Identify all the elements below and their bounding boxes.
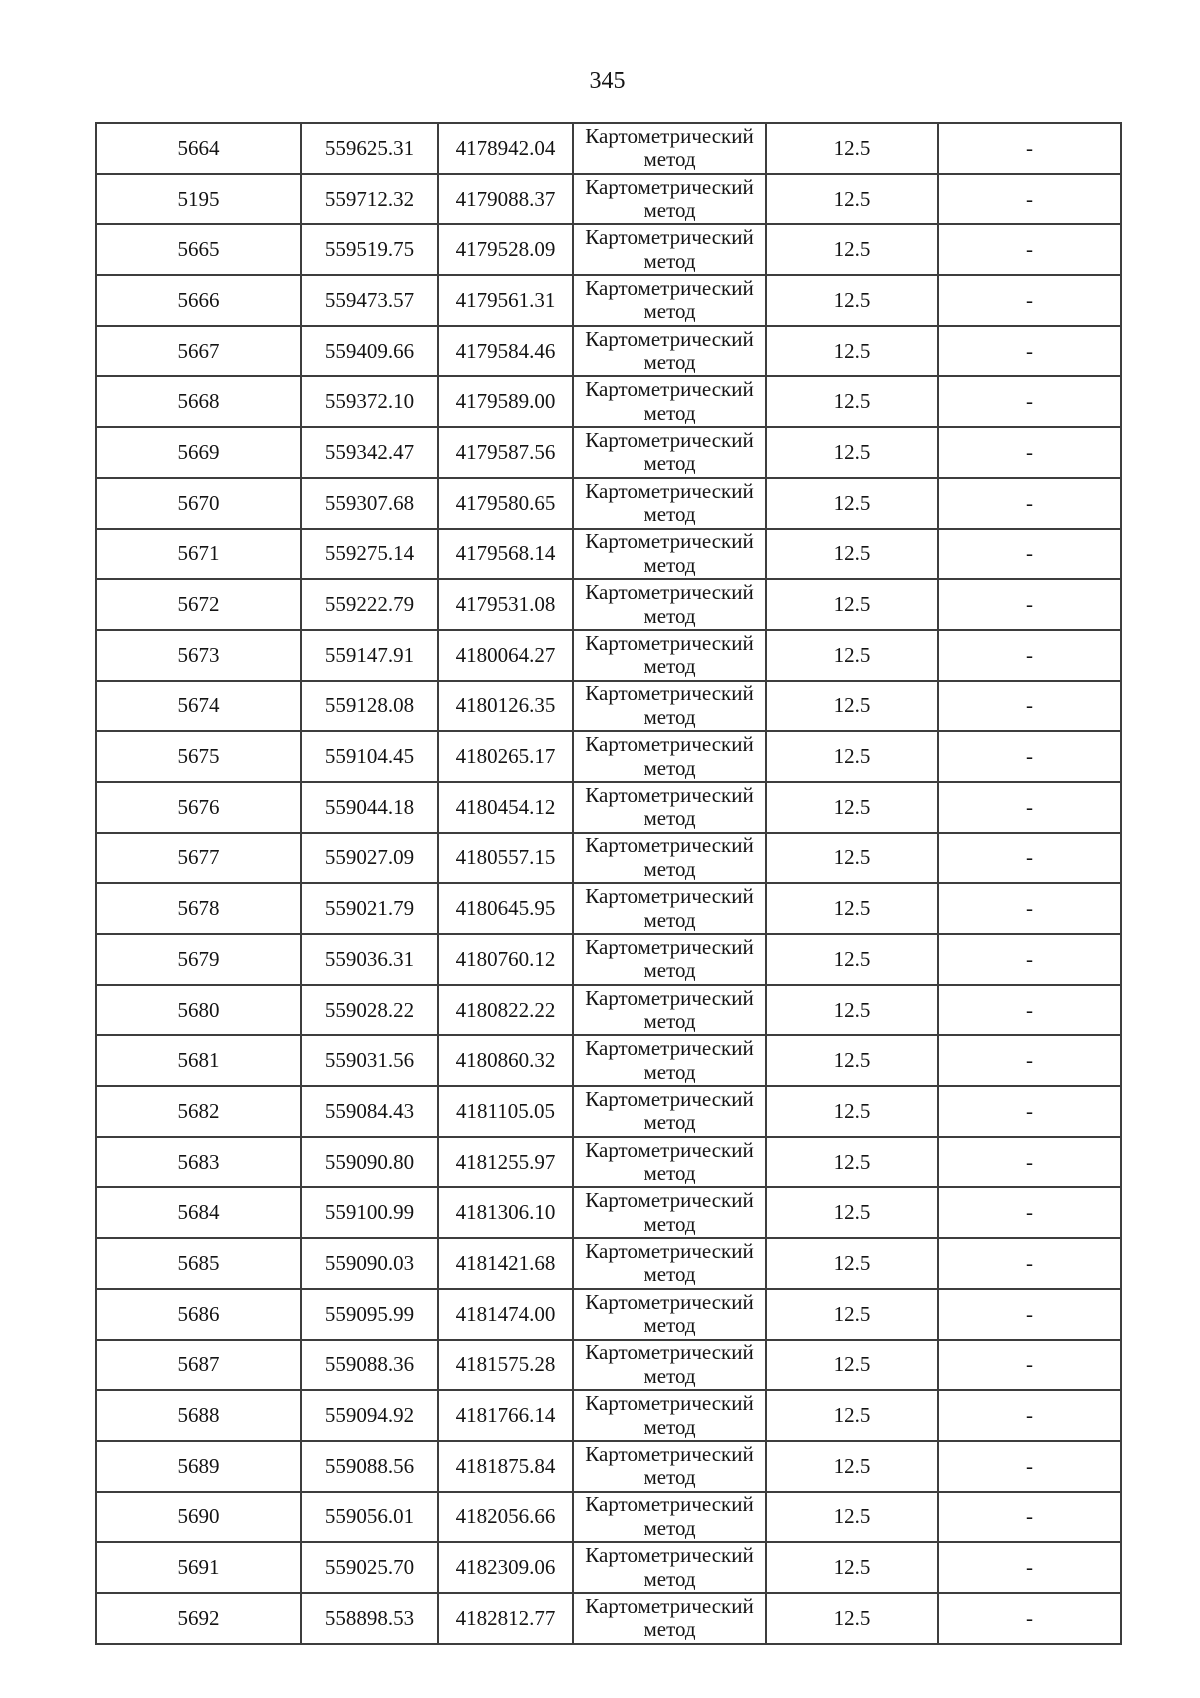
table-row — [96, 579, 1121, 630]
cell-note: - — [938, 1340, 1121, 1391]
table-row — [96, 1289, 1121, 1340]
cell-coord-y: 4179531.08 — [438, 579, 573, 630]
cell-error: 12.5 — [766, 1137, 938, 1188]
cell-note: - — [938, 427, 1121, 478]
cell-method: Картометрический метод — [573, 1542, 766, 1593]
cell-error: 12.5 — [766, 275, 938, 326]
cell-coord-y: 4180645.95 — [438, 883, 573, 934]
cell-note: - — [938, 1542, 1121, 1593]
cell-method: Картометрический метод — [573, 579, 766, 630]
cell-error: 12.5 — [766, 934, 938, 985]
cell-coord-y: 4180454.12 — [438, 782, 573, 833]
cell-method: Картометрический метод — [573, 224, 766, 275]
cell-note: - — [938, 731, 1121, 782]
table-row — [96, 883, 1121, 934]
cell-point-id: 5665 — [96, 224, 301, 275]
cell-point-id: 5664 — [96, 123, 301, 174]
cell-note: - — [938, 1390, 1121, 1441]
cell-coord-x: 559409.66 — [301, 326, 438, 377]
cell-error: 12.5 — [766, 1390, 938, 1441]
table-row — [96, 1492, 1121, 1543]
cell-method: Картометрический метод — [573, 427, 766, 478]
cell-coord-x: 559275.14 — [301, 529, 438, 580]
cell-coord-x: 559088.36 — [301, 1340, 438, 1391]
cell-note: - — [938, 934, 1121, 985]
cell-coord-y: 4179568.14 — [438, 529, 573, 580]
cell-coord-y: 4181766.14 — [438, 1390, 573, 1441]
cell-error: 12.5 — [766, 224, 938, 275]
coordinates-table-body — [96, 123, 1121, 1644]
cell-point-id: 5673 — [96, 630, 301, 681]
cell-note: - — [938, 275, 1121, 326]
cell-method: Картометрический метод — [573, 1340, 766, 1391]
cell-note: - — [938, 1593, 1121, 1644]
cell-point-id: 5680 — [96, 985, 301, 1036]
cell-point-id: 5668 — [96, 376, 301, 427]
cell-error: 12.5 — [766, 1238, 938, 1289]
cell-coord-x: 559084.43 — [301, 1086, 438, 1137]
table-row — [96, 1390, 1121, 1441]
cell-method: Картометрический метод — [573, 1086, 766, 1137]
cell-note: - — [938, 883, 1121, 934]
cell-error: 12.5 — [766, 579, 938, 630]
page-number: 345 — [589, 68, 626, 94]
cell-error: 12.5 — [766, 883, 938, 934]
cell-coord-y: 4180860.32 — [438, 1035, 573, 1086]
cell-method: Картометрический метод — [573, 985, 766, 1036]
cell-error: 12.5 — [766, 478, 938, 529]
cell-coord-x: 559036.31 — [301, 934, 438, 985]
cell-method: Картометрический метод — [573, 174, 766, 225]
cell-coord-y: 4181105.05 — [438, 1086, 573, 1137]
cell-coord-x: 559095.99 — [301, 1289, 438, 1340]
cell-coord-y: 4181421.68 — [438, 1238, 573, 1289]
cell-note: - — [938, 376, 1121, 427]
cell-error: 12.5 — [766, 630, 938, 681]
cell-coord-y: 4179561.31 — [438, 275, 573, 326]
cell-note: - — [938, 985, 1121, 1036]
cell-coord-x: 559307.68 — [301, 478, 438, 529]
cell-coord-y: 4180064.27 — [438, 630, 573, 681]
cell-coord-y: 4178942.04 — [438, 123, 573, 174]
cell-point-id: 5692 — [96, 1593, 301, 1644]
cell-coord-x: 559519.75 — [301, 224, 438, 275]
cell-method: Картометрический метод — [573, 934, 766, 985]
cell-coord-y: 4179587.56 — [438, 427, 573, 478]
cell-error: 12.5 — [766, 731, 938, 782]
cell-point-id: 5667 — [96, 326, 301, 377]
table-row — [96, 326, 1121, 377]
cell-coord-x: 559104.45 — [301, 731, 438, 782]
cell-error: 12.5 — [766, 1289, 938, 1340]
cell-coord-y: 4179584.46 — [438, 326, 573, 377]
cell-note: - — [938, 529, 1121, 580]
cell-note: - — [938, 174, 1121, 225]
cell-coord-x: 559372.10 — [301, 376, 438, 427]
cell-note: - — [938, 1187, 1121, 1238]
cell-error: 12.5 — [766, 1086, 938, 1137]
cell-note: - — [938, 224, 1121, 275]
cell-point-id: 5678 — [96, 883, 301, 934]
cell-coord-y: 4179589.00 — [438, 376, 573, 427]
cell-error: 12.5 — [766, 681, 938, 732]
cell-coord-y: 4180822.22 — [438, 985, 573, 1036]
table-row — [96, 123, 1121, 174]
table-row — [96, 427, 1121, 478]
cell-method: Картометрический метод — [573, 1289, 766, 1340]
cell-method: Картометрический метод — [573, 123, 766, 174]
table-row — [96, 376, 1121, 427]
cell-coord-x: 559473.57 — [301, 275, 438, 326]
cell-error: 12.5 — [766, 1492, 938, 1543]
table-row — [96, 1441, 1121, 1492]
cell-coord-y: 4179088.37 — [438, 174, 573, 225]
table-row — [96, 174, 1121, 225]
cell-error: 12.5 — [766, 985, 938, 1036]
table-row — [96, 1086, 1121, 1137]
cell-coord-x: 559056.01 — [301, 1492, 438, 1543]
table-row — [96, 731, 1121, 782]
cell-point-id: 5676 — [96, 782, 301, 833]
cell-point-id: 5681 — [96, 1035, 301, 1086]
cell-error: 12.5 — [766, 123, 938, 174]
cell-method: Картометрический метод — [573, 326, 766, 377]
cell-note: - — [938, 478, 1121, 529]
cell-method: Картометрический метод — [573, 529, 766, 580]
cell-coord-x: 559100.99 — [301, 1187, 438, 1238]
table-row — [96, 224, 1121, 275]
cell-error: 12.5 — [766, 1187, 938, 1238]
cell-coord-x: 559044.18 — [301, 782, 438, 833]
cell-error: 12.5 — [766, 529, 938, 580]
cell-coord-x: 559342.47 — [301, 427, 438, 478]
table-row — [96, 478, 1121, 529]
table-row — [96, 1593, 1121, 1644]
cell-note: - — [938, 630, 1121, 681]
cell-note: - — [938, 1238, 1121, 1289]
table-row — [96, 630, 1121, 681]
cell-point-id: 5671 — [96, 529, 301, 580]
table-row — [96, 833, 1121, 884]
table-row — [96, 782, 1121, 833]
cell-method: Картометрический метод — [573, 1238, 766, 1289]
cell-method: Картометрический метод — [573, 1492, 766, 1543]
table-row — [96, 1542, 1121, 1593]
cell-method: Картометрический метод — [573, 681, 766, 732]
cell-method: Картометрический метод — [573, 1035, 766, 1086]
cell-coord-x: 559625.31 — [301, 123, 438, 174]
cell-note: - — [938, 1289, 1121, 1340]
cell-error: 12.5 — [766, 376, 938, 427]
cell-point-id: 5679 — [96, 934, 301, 985]
cell-note: - — [938, 833, 1121, 884]
cell-note: - — [938, 1441, 1121, 1492]
cell-method: Картометрический метод — [573, 782, 766, 833]
cell-coord-y: 4180126.35 — [438, 681, 573, 732]
cell-coord-y: 4182812.77 — [438, 1593, 573, 1644]
cell-method: Картометрический метод — [573, 1441, 766, 1492]
cell-point-id: 5669 — [96, 427, 301, 478]
cell-point-id: 5682 — [96, 1086, 301, 1137]
cell-coord-y: 4179580.65 — [438, 478, 573, 529]
cell-coord-y: 4181575.28 — [438, 1340, 573, 1391]
cell-method: Картометрический метод — [573, 1390, 766, 1441]
cell-method: Картометрический метод — [573, 1137, 766, 1188]
cell-note: - — [938, 1492, 1121, 1543]
cell-coord-y: 4181255.97 — [438, 1137, 573, 1188]
cell-point-id: 5670 — [96, 478, 301, 529]
cell-method: Картометрический метод — [573, 1593, 766, 1644]
cell-method: Картометрический метод — [573, 478, 766, 529]
cell-note: - — [938, 1035, 1121, 1086]
cell-note: - — [938, 1137, 1121, 1188]
cell-coord-y: 4182309.06 — [438, 1542, 573, 1593]
cell-method: Картометрический метод — [573, 731, 766, 782]
cell-coord-y: 4182056.66 — [438, 1492, 573, 1543]
cell-coord-x: 559712.32 — [301, 174, 438, 225]
cell-coord-x: 559025.70 — [301, 1542, 438, 1593]
cell-coord-x: 559222.79 — [301, 579, 438, 630]
cell-coord-y: 4181306.10 — [438, 1187, 573, 1238]
cell-error: 12.5 — [766, 1340, 938, 1391]
cell-coord-y: 4180557.15 — [438, 833, 573, 884]
cell-note: - — [938, 681, 1121, 732]
cell-point-id: 5195 — [96, 174, 301, 225]
cell-error: 12.5 — [766, 1441, 938, 1492]
cell-error: 12.5 — [766, 326, 938, 377]
cell-method: Картометрический метод — [573, 1187, 766, 1238]
table-row — [96, 934, 1121, 985]
cell-coord-y: 4180265.17 — [438, 731, 573, 782]
cell-point-id: 5685 — [96, 1238, 301, 1289]
cell-method: Картометрический метод — [573, 376, 766, 427]
cell-method: Картометрический метод — [573, 630, 766, 681]
cell-coord-y: 4181875.84 — [438, 1441, 573, 1492]
cell-point-id: 5674 — [96, 681, 301, 732]
cell-error: 12.5 — [766, 427, 938, 478]
table-row — [96, 1137, 1121, 1188]
cell-point-id: 5677 — [96, 833, 301, 884]
cell-point-id: 5690 — [96, 1492, 301, 1543]
cell-coord-x: 559021.79 — [301, 883, 438, 934]
cell-coord-x: 559090.03 — [301, 1238, 438, 1289]
cell-point-id: 5691 — [96, 1542, 301, 1593]
cell-point-id: 5684 — [96, 1187, 301, 1238]
cell-coord-x: 559128.08 — [301, 681, 438, 732]
cell-point-id: 5675 — [96, 731, 301, 782]
cell-method: Картометрический метод — [573, 275, 766, 326]
cell-coord-y: 4180760.12 — [438, 934, 573, 985]
cell-coord-x: 559028.22 — [301, 985, 438, 1036]
cell-point-id: 5686 — [96, 1289, 301, 1340]
cell-coord-y: 4181474.00 — [438, 1289, 573, 1340]
cell-point-id: 5687 — [96, 1340, 301, 1391]
table-row — [96, 1035, 1121, 1086]
table-row — [96, 681, 1121, 732]
cell-note: - — [938, 1086, 1121, 1137]
cell-coord-x: 559088.56 — [301, 1441, 438, 1492]
cell-coord-x: 559090.80 — [301, 1137, 438, 1188]
cell-point-id: 5688 — [96, 1390, 301, 1441]
cell-point-id: 5672 — [96, 579, 301, 630]
cell-error: 12.5 — [766, 1035, 938, 1086]
cell-note: - — [938, 123, 1121, 174]
table-row — [96, 1187, 1121, 1238]
table-row — [96, 1340, 1121, 1391]
coordinates-table — [95, 122, 1122, 1645]
cell-error: 12.5 — [766, 1593, 938, 1644]
cell-error: 12.5 — [766, 1542, 938, 1593]
cell-point-id: 5683 — [96, 1137, 301, 1188]
cell-note: - — [938, 579, 1121, 630]
cell-coord-x: 558898.53 — [301, 1593, 438, 1644]
cell-coord-x: 559147.91 — [301, 630, 438, 681]
cell-note: - — [938, 782, 1121, 833]
cell-error: 12.5 — [766, 174, 938, 225]
cell-coord-x: 559031.56 — [301, 1035, 438, 1086]
cell-point-id: 5689 — [96, 1441, 301, 1492]
cell-error: 12.5 — [766, 833, 938, 884]
cell-method: Картометрический метод — [573, 883, 766, 934]
table-row — [96, 529, 1121, 580]
cell-coord-y: 4179528.09 — [438, 224, 573, 275]
cell-error: 12.5 — [766, 782, 938, 833]
cell-coord-x: 559027.09 — [301, 833, 438, 884]
table-row — [96, 1238, 1121, 1289]
table-row — [96, 275, 1121, 326]
cell-note: - — [938, 326, 1121, 377]
cell-point-id: 5666 — [96, 275, 301, 326]
cell-coord-x: 559094.92 — [301, 1390, 438, 1441]
table-row — [96, 985, 1121, 1036]
cell-method: Картометрический метод — [573, 833, 766, 884]
